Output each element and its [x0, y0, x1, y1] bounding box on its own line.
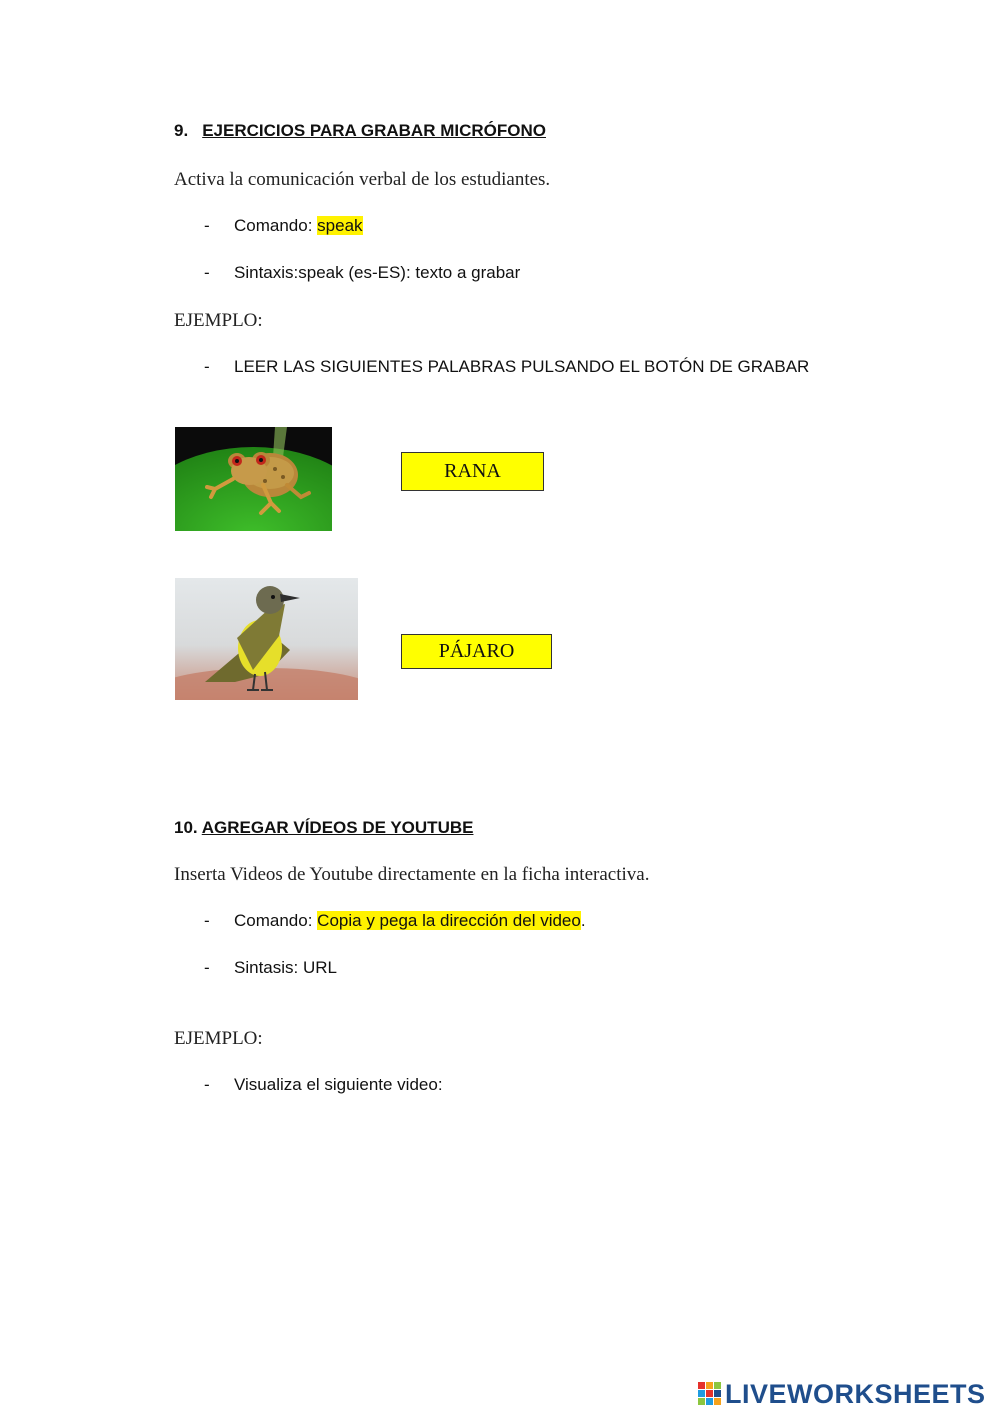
- command-value: speak: [317, 216, 363, 235]
- word-box-rana[interactable]: RANA: [401, 452, 544, 491]
- section-10-example-label: EJEMPLO:: [174, 1028, 263, 1049]
- frog-image: [175, 427, 332, 531]
- bird-illustration: [175, 578, 358, 700]
- section-9-command: [204, 216, 904, 238]
- command-label: Comando:: [234, 911, 318, 930]
- section-9-number: 9.: [174, 121, 189, 140]
- bullet-dash: -: [204, 958, 210, 977]
- section-10-command: [204, 911, 904, 933]
- syntax-text: Sintaxis:speak (es-ES): texto a grabar: [234, 263, 521, 282]
- section-10-intro: Inserta Videos de Youtube directamente en la ficha interactiva.: [174, 864, 650, 885]
- section-10-heading: [174, 818, 473, 838]
- bullet-dash: -: [204, 263, 210, 282]
- section-9-heading: [174, 121, 546, 141]
- section-9-syntax: [204, 263, 904, 285]
- section-10-instruction: [204, 1075, 904, 1097]
- section-9-title: EJERCICIOS PARA GRABAR MICRÓFONO: [202, 121, 546, 140]
- section-10-title: AGREGAR VÍDEOS DE YOUTUBE: [201, 818, 474, 837]
- bullet-dash: -: [204, 1075, 210, 1094]
- section-10-number: 10.: [174, 818, 198, 837]
- command-value: Copia y pega la dirección del video: [317, 911, 581, 930]
- section-9-example-label: EJEMPLO:: [174, 310, 263, 331]
- section-9-intro: Activa la comunicación verbal de los estudiantes.: [174, 169, 551, 190]
- instruction-text: Visualiza el siguiente video:: [234, 1075, 443, 1094]
- logo-text: LIVEWORKSHEETS: [725, 1378, 986, 1409]
- command-suffix: .: [580, 911, 586, 930]
- bird-image: [175, 578, 358, 700]
- logo-grid-icon: [698, 1382, 722, 1406]
- bullet-dash: -: [204, 357, 210, 376]
- bullet-dash: -: [204, 216, 210, 235]
- syntax-text: Sintasis: URL: [234, 958, 337, 977]
- command-label: Comando:: [234, 216, 318, 235]
- section-10-syntax: [204, 958, 904, 980]
- frog-illustration: [175, 427, 332, 531]
- word-box-pajaro[interactable]: PÁJARO: [401, 634, 552, 669]
- instruction-text: LEER LAS SIGUIENTES PALABRAS PULSANDO EL BOTÓN DE GRABAR: [234, 357, 810, 376]
- bullet-dash: -: [204, 911, 210, 930]
- liveworksheets-logo: [698, 1377, 986, 1411]
- section-9-instruction: [204, 357, 924, 379]
